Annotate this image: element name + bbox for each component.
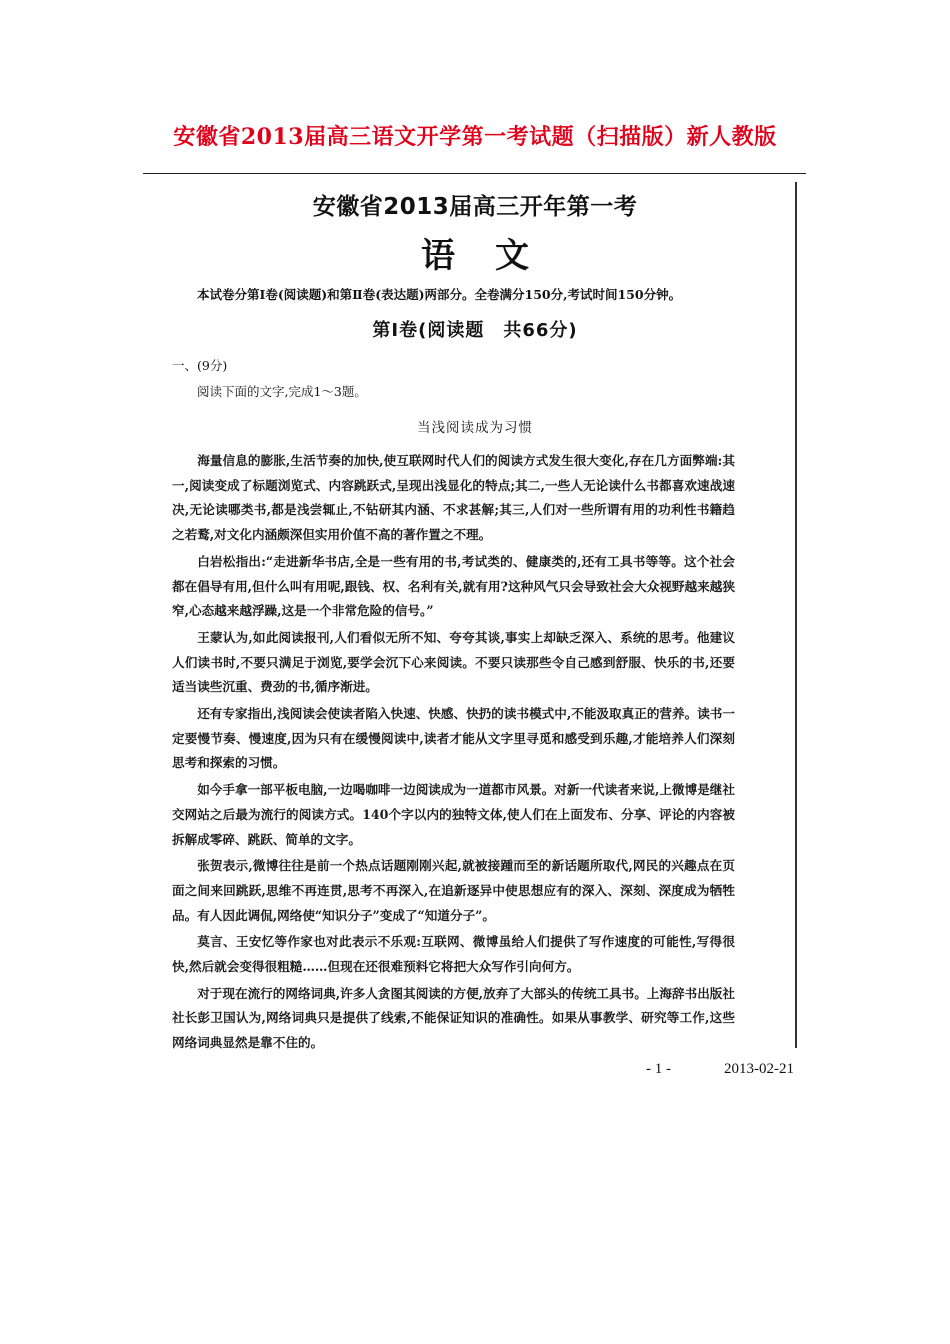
- exam-note: 本试卷分第Ⅰ卷(阅读题)和第Ⅱ卷(表达题)两部分。全卷满分150分,考试时间150分钟。: [197, 287, 682, 302]
- page-number: - 1 -: [646, 1061, 671, 1077]
- article-paragraph: 白岩松指出:“走进新华书店,全是一些有用的书,考试类的、健康类的,还有工具书等等。这个社会都在倡导有用,但什么叫有用呢,跟钱、权、名利有关,就有用?这种风气只会导致社会大众视野越来越狭窄,心态越来越浮躁,这是一个非常危险的信号。”: [172, 553, 735, 619]
- exam-title: 安徽省2013届高三开年第一考: [312, 194, 638, 220]
- article-body: [172, 449, 735, 1058]
- article-title: 当浅阅读成为习惯: [417, 420, 533, 436]
- document-title: 安徽省2013届高三语文开学第一考试题（扫描版）新人教版: [173, 124, 777, 150]
- section-title: 第Ⅰ卷(阅读题 共66分): [372, 320, 578, 341]
- article-paragraph: 张贺表示,微博往往是前一个热点话题刚刚兴起,就被接踵而至的新话题所取代,网民的兴趣点在页面之间来回跳跃,思维不再连贯,思考不再深入,在追新逐异中使思想应有的深入、深刻、深度成为牺牲品。有人因此调侃,网络使“知识分子”变成了“知道分子”。: [172, 858, 735, 923]
- article-paragraph: 还有专家指出,浅阅读会使读者陷入快速、快感、快扔的读书模式中,不能汲取真正的营养。读书一定要慢节奏、慢速度,因为只有在缓慢阅读中,读者才能从文字里寻觅和感受到乐趣,才能培养人们深刻思考和探索的习惯。: [172, 706, 735, 771]
- reading-instruction: 阅读下面的文字,完成1～3题。: [197, 384, 367, 399]
- article-paragraph: 王蒙认为,如此阅读报刊,人们看似无所不知、夸夸其谈,事实上却缺乏深入、系统的思考。他建议人们读书时,不要只满足于浏览,要学会沉下心来阅读。不要只读那些令自己感到舒服、快乐的书,还要适当读些沉重、费劲的书,循序渐进。: [172, 629, 735, 695]
- exam-subject: 语文: [421, 236, 569, 276]
- article-paragraph: 如今手拿一部平板电脑,一边喝咖啡一边阅读成为一道都市风景。对新一代读者来说,上微博是继社交网站之后最为流行的阅读方式。140个字以内的独特文体,使人们在上面发布、分享、评论的内容被拆解成零碎、跳跃、简单的文字。: [172, 782, 735, 847]
- article-paragraph: 海量信息的膨胀,生活节奏的加快,使互联网时代人们的阅读方式发生很大变化,存在几方面弊端:其一,阅读变成了标题浏览式、内容跳跃式,呈现出浅显化的特点;其二,一些人无论读什么书都喜欢速战速决,无论读哪类书,都是浅尝辄止,不钻研其内涵、不求甚解;其三,人们对一些所谓有用的功利性书籍趋之若鹜,对文化内涵颇深但实用价值不高的著作置之不理。: [172, 453, 735, 543]
- article-paragraph: 莫言、王安忆等作家也对此表示不乐观:互联网、微博虽给人们提供了写作速度的可能性,写得很快,然后就会变得很粗糙……但现在还很难预料它将把大众写作引向何方。: [172, 934, 735, 975]
- scan-edge-line: [795, 182, 797, 1048]
- article-paragraph: 对于现在流行的网络词典,许多人贪图其阅读的方便,放弃了大部头的传统工具书。上海辞书出版社社长彭卫国认为,网络词典只是提供了线索,不能保证知识的准确性。如果从事教学、研究等工作,这些网络词典显然是靠不住的。: [172, 985, 735, 1051]
- footer-date: 2013-02-21: [724, 1061, 794, 1077]
- question-head: 一、(9分): [172, 358, 228, 373]
